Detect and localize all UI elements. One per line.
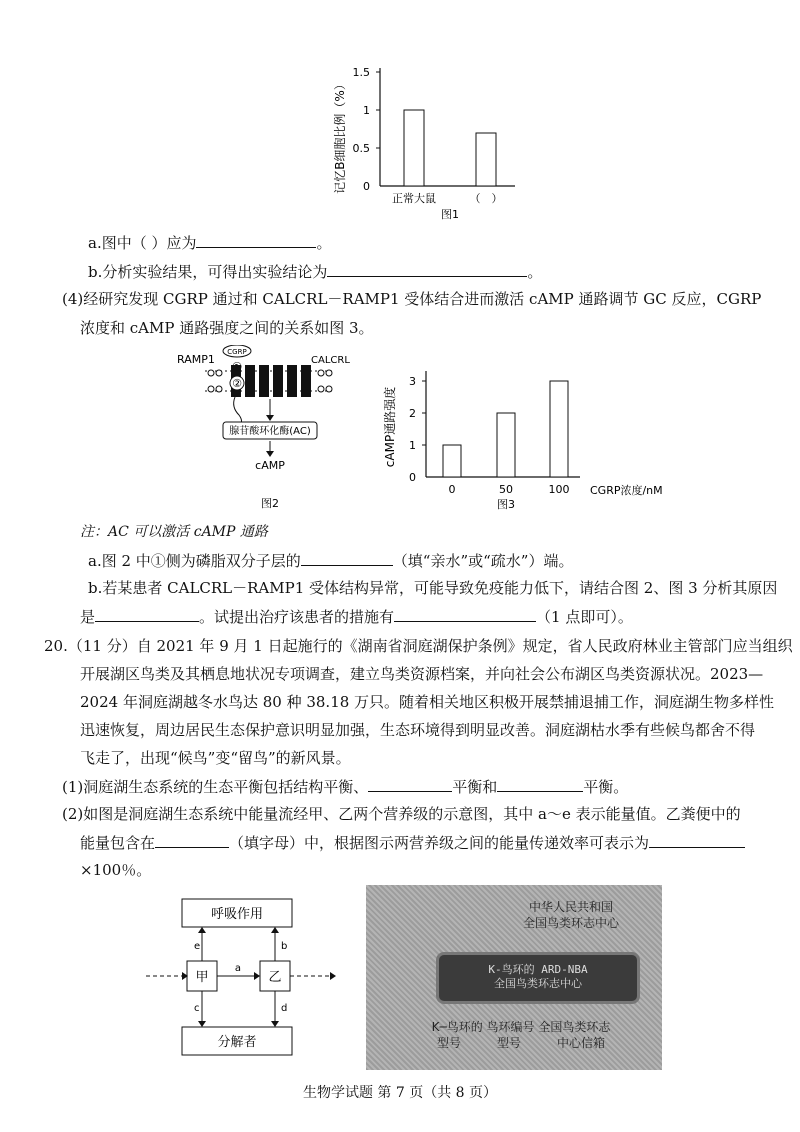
fig3-x-tick: 100 <box>548 483 570 496</box>
yi-label: 乙 <box>268 970 282 985</box>
bird-ring <box>436 952 640 1004</box>
q4-line2: 浓度和 cAMP 通路强度之间的关系如图 3。 <box>80 319 374 337</box>
flow-a: a <box>234 963 242 974</box>
q4a-pre: a.图 2 中①侧为磷脂双分子层的 <box>88 552 301 570</box>
answer-blank[interactable] <box>394 606 536 622</box>
answer-blank[interactable] <box>301 550 393 566</box>
fig1-tick: 0.5 <box>352 142 370 155</box>
fig3-tick: 3 <box>409 375 416 388</box>
jia-label: 甲 <box>195 970 209 985</box>
question-b: b.分析实验结果，可得出实验结论为 。 <box>88 263 543 281</box>
answer-blank[interactable] <box>95 606 199 622</box>
fig2-caption: 图2 <box>261 497 279 510</box>
fig3-caption: 图3 <box>497 498 515 511</box>
q20-line5: 飞走了，出现“候鸟”变“留鸟”的新风景。 <box>80 749 351 767</box>
q20-1 <box>62 776 628 797</box>
q20-1-pre: (1)洞庭湖生态系统的生态平衡包括结构平衡、 <box>62 778 369 796</box>
fig3-x-tick: 50 <box>499 483 513 496</box>
flow-e: e <box>194 941 201 952</box>
membrane-bilayer <box>205 370 335 392</box>
figure-3-chart <box>380 365 680 515</box>
q4b-line2 <box>80 606 633 627</box>
q4a-post: （填“亲水”或“疏水”）端。 <box>392 552 574 570</box>
fig3-bar-100 <box>550 381 568 477</box>
q20-2-line3: ×100％。 <box>80 861 152 879</box>
q4b-pre: 是 <box>80 608 96 626</box>
question-a: a.图中（ ）应为 。 <box>88 234 332 252</box>
answer-blank[interactable] <box>368 776 452 792</box>
photo-bottom-text <box>396 1019 646 1051</box>
q4b-line1: b.若某患者 CALCRL－RAMP1 受体结构异常，可能导致免疫能力低下，请结合图 2、图 3 分析其原因 <box>88 579 778 597</box>
fig2-cgrp-label: CGRP <box>227 348 247 356</box>
answer-blank[interactable] <box>196 232 316 248</box>
fig1-bar-normal <box>404 110 424 186</box>
q20-line4: 迅速恢复，周边居民生态保护意识明显加强，生态环境得到明显改善。洞庭湖枯水季有些候鸟都舍不得 <box>80 721 756 739</box>
fig1-bar-unknown <box>476 133 496 186</box>
q20-line2: 开展湖区鸟类及其栖息地状况专项调查，建立鸟类资源档案，并向社会公布湖区鸟类资源状况。2023— <box>80 665 764 683</box>
q20-1-post: 平衡。 <box>583 778 629 796</box>
flow-d: d <box>281 1003 288 1014</box>
fig1-y-label: 记忆B细胞比例（%） <box>333 78 347 194</box>
photo-bottom-line2: 型号 型号 中心信箱 <box>436 1036 605 1050</box>
q20-2-line2 <box>80 832 745 853</box>
answer-blank[interactable] <box>497 776 583 792</box>
fig3-bar-50 <box>497 413 515 477</box>
photo-top-text <box>496 899 646 931</box>
q4a <box>88 550 573 571</box>
q4-line1: (4)经研究发现 CGRP 通过和 CALCRL－RAMP1 受体结合进而激活 cAMP 通路调节 GC 反应，CGRP <box>62 290 762 308</box>
circle-one-label: ① <box>231 360 243 374</box>
photo-top-line2: 全国鸟类环志中心 <box>522 916 619 930</box>
q4b-post: （1 点即可）。 <box>536 608 633 626</box>
q20-2-pre: 能量包含在 <box>80 834 156 852</box>
flow-b: b <box>281 941 288 952</box>
note-text: 注：AC 可以激活 cAMP 通路 <box>80 524 268 540</box>
fig1-caption: 图1 <box>441 208 459 221</box>
photo-bottom-line1: K─鸟环的 鸟环编号 全国鸟类环志 <box>431 1020 611 1034</box>
fig2-calcrl-label: CALCRL <box>311 355 350 366</box>
fig2-camp-label: cAMP <box>255 459 285 472</box>
fig1-category: 正常大鼠 <box>392 192 436 205</box>
flow-c: c <box>194 1003 200 1014</box>
fig3-x-label: CGRP浓度/nM <box>590 484 663 497</box>
answer-blank[interactable] <box>155 832 229 848</box>
q20-1-mid: 平衡和 <box>452 778 498 796</box>
fig3-x-tick: 0 <box>448 483 456 496</box>
fig3-tick: 0 <box>409 471 416 484</box>
q20-line1: 20.（11 分）自 2021 年 9 月 1 日起施行的《湖南省洞庭湖保护条例》规定，省人民政府林业主管部门应当组织 <box>44 637 793 655</box>
fig1-tick: 0 <box>363 180 370 193</box>
ring-text-line2: 全国鸟类环志中心 <box>494 977 582 990</box>
q20-2-line1: (2)如图是洞庭湖生态系统中能量流经甲、乙两个营养级的示意图，其中 a～e 表示能量值。乙粪便中的 <box>62 805 741 823</box>
figure-1-chart <box>330 48 530 228</box>
q20-line3: 2024 年洞庭湖越冬水鸟达 80 种 38.18 万只。随着相关地区积极开展禁捕退捕工作，洞庭湖生物多样性 <box>80 693 775 711</box>
fig3-bar-0 <box>443 445 461 477</box>
fig1-tick: 1 <box>363 104 370 117</box>
respiration-label: 呼吸作用 <box>210 907 264 922</box>
page-footer: 生物学试题 第 7 页（共 8 页） <box>302 1085 498 1101</box>
fig1-tick: 1.5 <box>352 66 370 79</box>
question-a-text: a.图中（ ）应为 <box>88 234 197 252</box>
bird-ring-photo <box>366 885 662 1070</box>
circle-two-label: ② <box>232 377 242 390</box>
answer-blank[interactable] <box>649 832 745 848</box>
question-b-text: b.分析实验结果，可得出实验结论为 <box>88 263 328 281</box>
answer-blank[interactable] <box>327 261 527 277</box>
ring-text-line1: K-鸟环的 ARD-NBA <box>488 963 588 976</box>
fig3-tick: 2 <box>409 407 416 420</box>
fig3-tick: 1 <box>409 439 416 452</box>
photo-top-line1: 中华人民共和国 <box>528 900 613 914</box>
q4b-mid: 。试提出治疗该患者的措施有 <box>199 608 395 626</box>
fig1-category: （ ） <box>469 192 503 205</box>
fig2-ac-label: 腺苷酸环化酶(AC) <box>229 426 311 437</box>
decomposer-label: 分解者 <box>217 1035 257 1050</box>
figure-2-diagram <box>175 345 365 510</box>
fig3-y-label: cAMP通路强度 <box>383 386 397 468</box>
energy-flow-diagram <box>140 895 350 1067</box>
q20-2-mid: （填字母）中，根据图示两营养级之间的能量传递效率可表示为 <box>229 834 650 852</box>
fig2-ramp-label: RAMP1 <box>177 353 215 366</box>
